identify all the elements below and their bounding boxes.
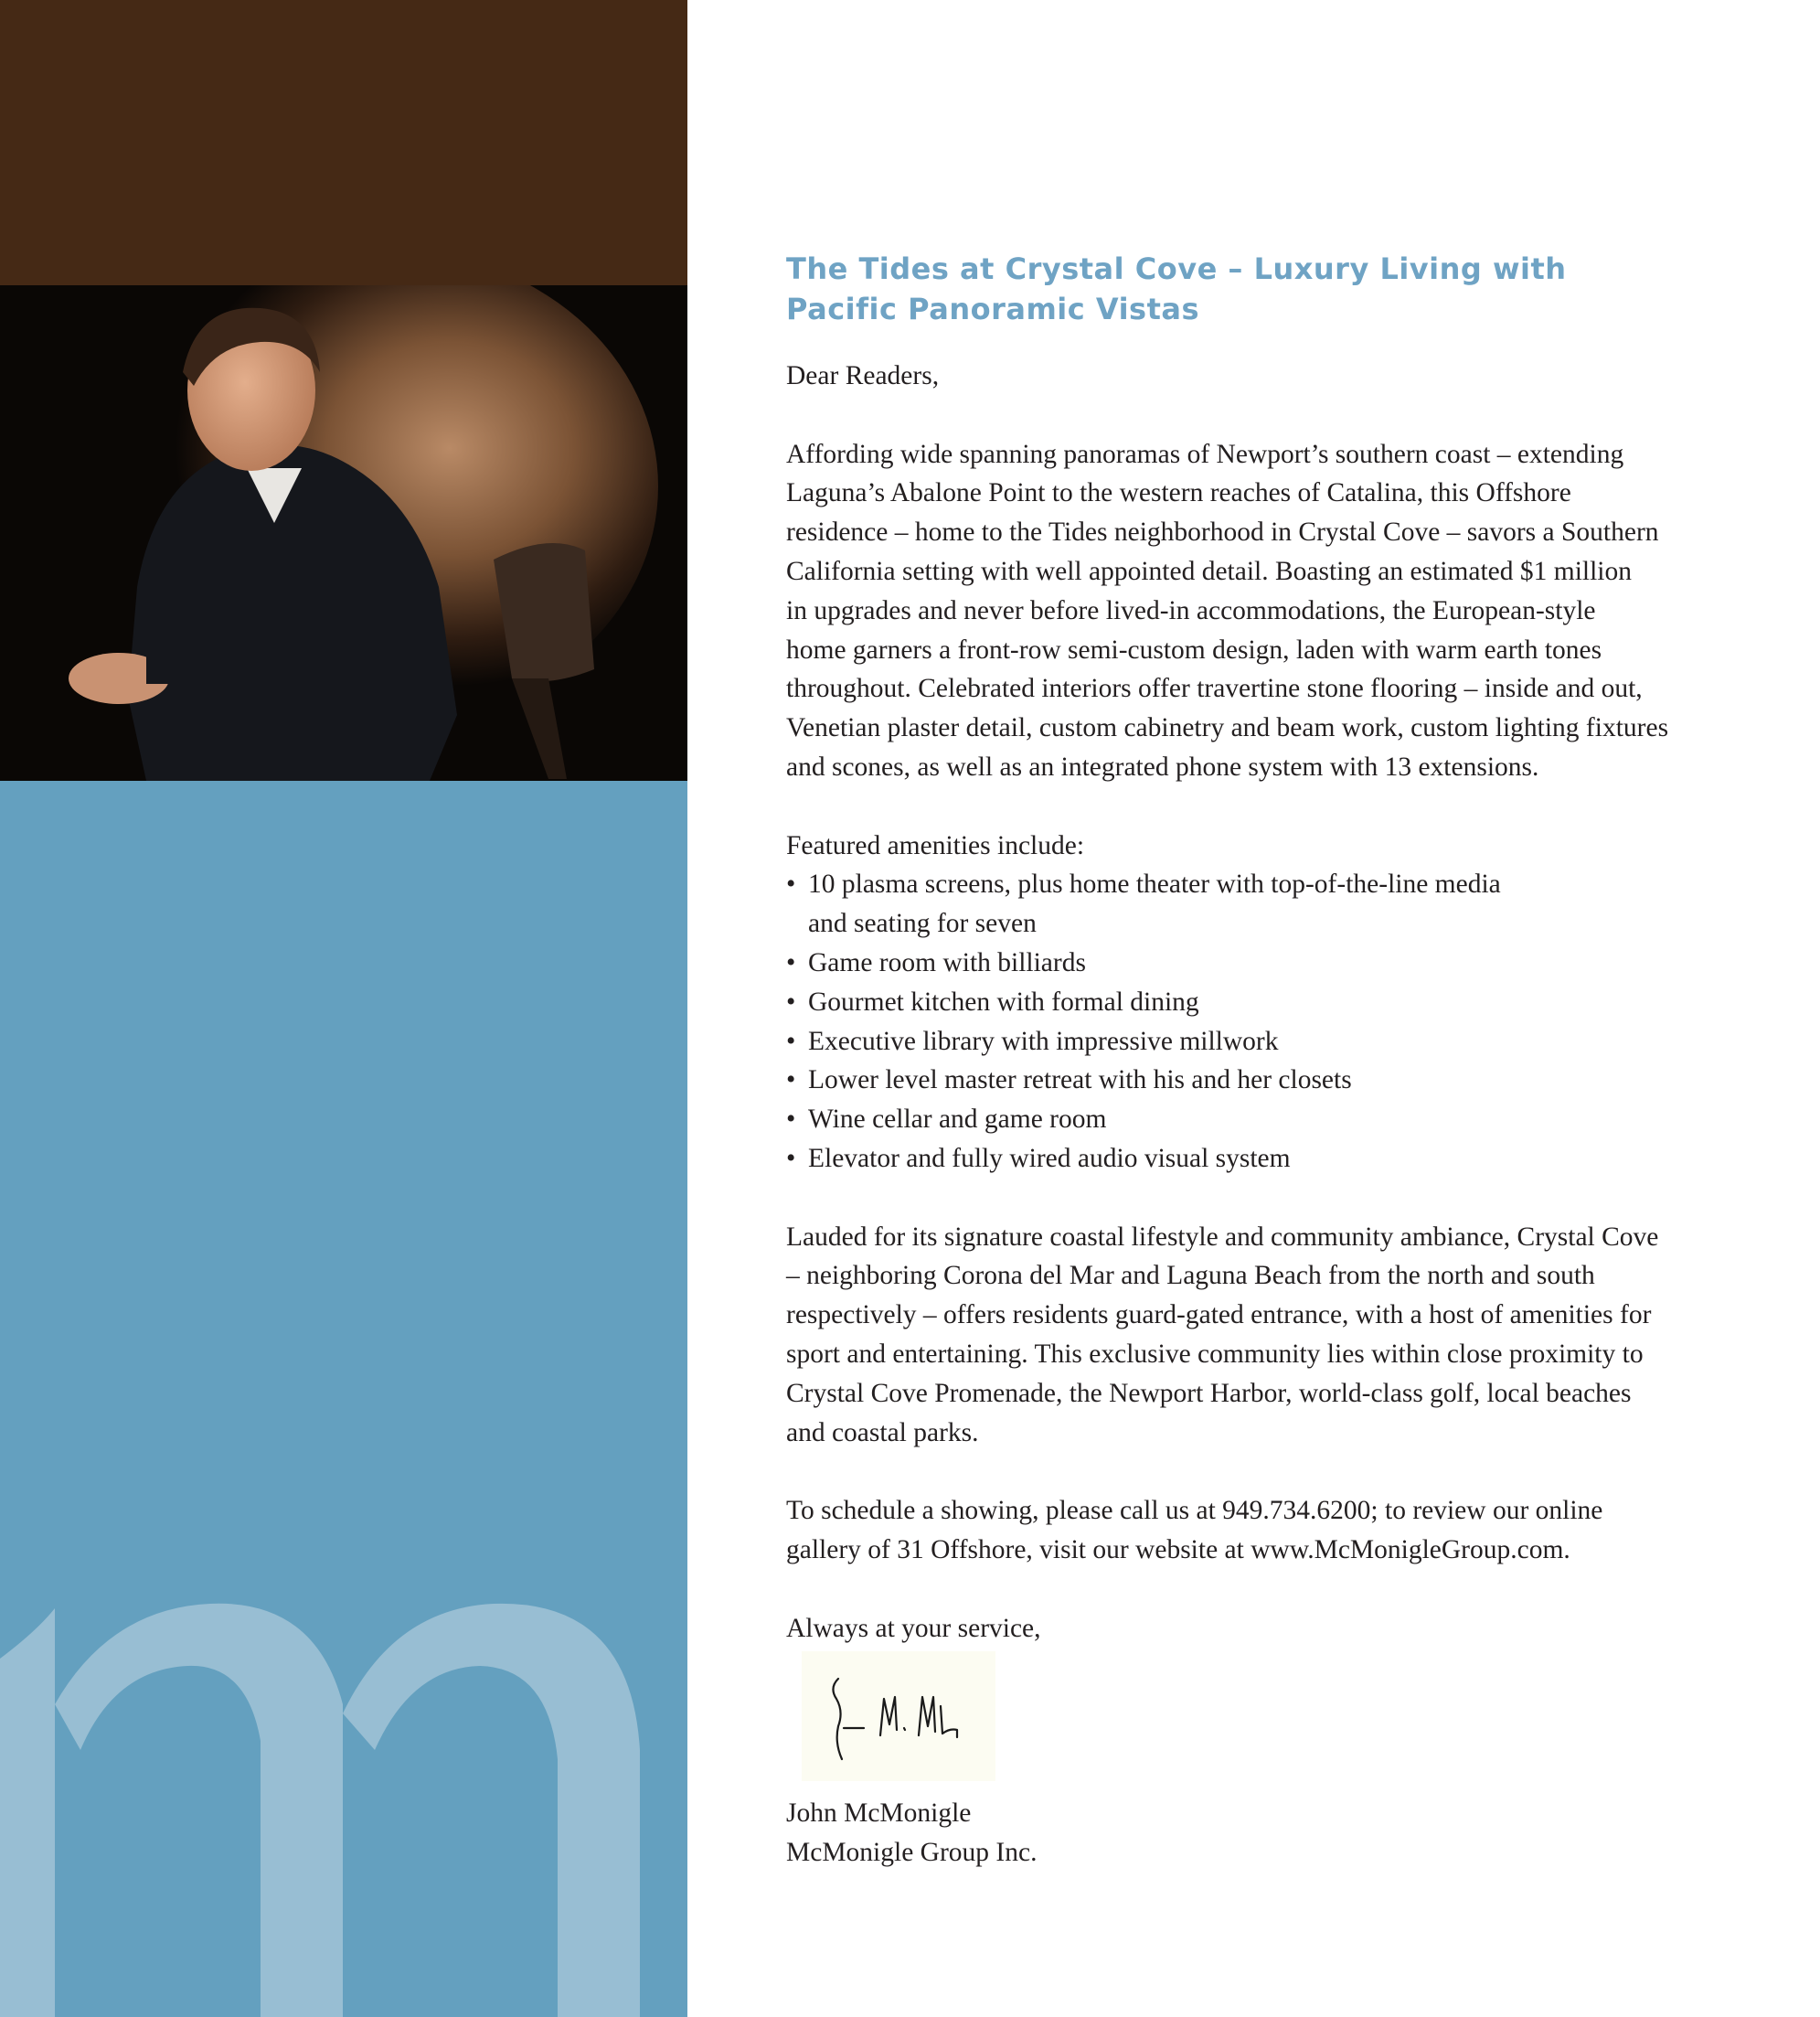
list-item: • 10 plasma screens, plus home theater with top-of-the-line media and seating for seven [786, 865, 1783, 944]
left-decorative-column [0, 0, 687, 2017]
company-name: McMonigle Group Inc. [786, 1838, 1038, 1868]
paragraph-line: sport and entertaining. This exclusive community lies within close proximity to [786, 1339, 1644, 1369]
intro-paragraph [786, 435, 1783, 787]
paragraph-line: throughout. Celebrated interiors offer travertine stone flooring – inside and out, [786, 674, 1643, 704]
paragraph-line: Venetian plaster detail, custom cabinetry and beam work, custom lighting fixtures [786, 713, 1669, 743]
greeting: Dear Readers, [786, 361, 940, 390]
headline [786, 249, 1783, 329]
brown-header-band [0, 0, 687, 285]
community-paragraph [786, 1218, 1783, 1453]
headline-line-2: Pacific Panoramic Vistas [786, 292, 1200, 326]
blue-monogram-panel [0, 781, 687, 2017]
list-item: • Elevator and fully wired audio visual system [786, 1139, 1783, 1179]
paragraph-line: home garners a front-row semi-custom design, laden with warm earth tones [786, 635, 1602, 665]
letter-body [786, 357, 1783, 1873]
paragraph-line: respectively – offers residents guard-gated entrance, with a host of amenities for [786, 1300, 1652, 1330]
monogram-m-icon [0, 781, 687, 2017]
portrait-illustration [0, 285, 687, 781]
list-item: • Gourmet kitchen with formal dining [786, 983, 1783, 1022]
list-item: • Executive library with impressive millwork [786, 1022, 1783, 1062]
signer-name: John McMonigle [786, 1798, 972, 1829]
amenities-intro: Featured amenities include: [786, 830, 1085, 860]
paragraph-line: – neighboring Corona del Mar and Laguna Beach from the north and south [786, 1261, 1595, 1291]
list-item: • Game room with billiards [786, 944, 1783, 983]
signature-image [802, 1651, 995, 1781]
list-item: • Lower level master retreat with his and her closets [786, 1061, 1783, 1100]
portrait-photo [0, 285, 687, 781]
paragraph-line: Affording wide spanning panoramas of Newport’s southern coast – extending [786, 439, 1624, 469]
amenities-list [786, 865, 1783, 1178]
paragraph-line: gallery of 31 Offshore, visit our website at www.McMonigleGroup.com. [786, 1534, 1570, 1564]
paragraph-line: Lauded for its signature coastal lifestyle and community ambiance, Crystal Cove [786, 1222, 1659, 1252]
paragraph-line: Crystal Cove Promenade, the Newport Harbor, world-class golf, local beaches [786, 1378, 1632, 1408]
list-item: • Wine cellar and game room [786, 1100, 1783, 1139]
paragraph-line: To schedule a showing, please call us at 949.734.6200; to review our online [786, 1496, 1603, 1526]
headline-line-1: The Tides at Crystal Cove – Luxury Living with [786, 251, 1567, 286]
closing: Always at your service, [786, 1613, 1041, 1643]
paragraph-line: residence – home to the Tides neighborhood in Crystal Cove – savors a Southern [786, 518, 1659, 548]
contact-paragraph [786, 1491, 1783, 1570]
paragraph-line: and coastal parks. [786, 1417, 979, 1447]
paragraph-line: in upgrades and never before lived-in accommodations, the European-style [786, 595, 1596, 625]
paragraph-line: California setting with well appointed detail. Boasting an estimated $1 million [786, 556, 1632, 586]
paragraph-line: and scones, as well as an integrated phone system with 13 extensions. [786, 752, 1539, 782]
letter-content [786, 249, 1783, 1873]
handwritten-signature-icon [802, 1651, 995, 1781]
paragraph-line: Laguna’s Abalone Point to the western reaches of Catalina, this Offshore [786, 478, 1571, 508]
